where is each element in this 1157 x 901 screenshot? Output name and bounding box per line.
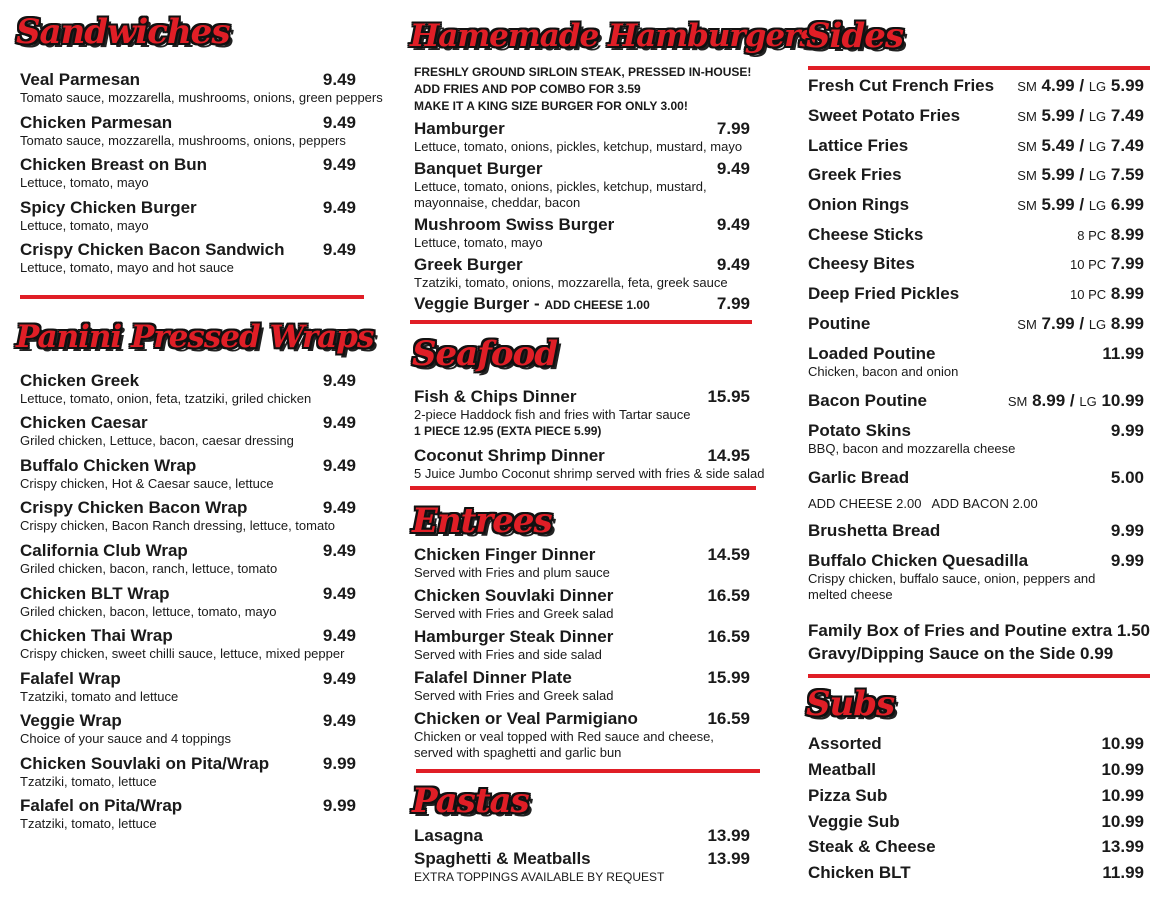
item-price: 8.99 (1110, 314, 1144, 333)
menu-item (20, 754, 364, 790)
item-name: Deep Fried Pickles (808, 284, 960, 303)
section-divider (416, 769, 760, 773)
menu-item (808, 468, 1150, 488)
menu-item (808, 786, 1150, 806)
item-price: 6.99 (1110, 195, 1144, 214)
subs-heading: Subs (806, 684, 895, 724)
item-price: 16.59 (707, 709, 750, 728)
size-label: LG (1088, 79, 1107, 94)
item-price: 11.99 (1102, 863, 1144, 882)
item-price: 9.49 (322, 413, 356, 432)
size-label: SM (1017, 109, 1037, 124)
item-name: Veggie Burger - (414, 294, 540, 313)
item-price: 14.95 (707, 446, 750, 465)
item-name: Falafel on Pita/Wrap (20, 796, 183, 815)
item-price: 10.99 (1101, 786, 1144, 805)
menu-item (20, 498, 364, 534)
item-price: 7.99 (716, 294, 750, 313)
item-description: Tzatziki, tomato, lettuce (20, 816, 157, 831)
price-separator: / (1079, 106, 1085, 125)
item-price: 13.99 (707, 826, 750, 845)
menu-item (20, 198, 364, 234)
menu-item (20, 240, 364, 276)
item-description: Chicken or veal topped with Red sauce and cheese, served with spaghetti and garlic bun (414, 729, 714, 760)
item-price: 10.99 (1101, 734, 1144, 753)
item-name: Buffalo Chicken Quesadilla (808, 551, 1029, 570)
item-name: Veggie Wrap (20, 711, 122, 730)
item-name: Fish & Chips Dinner (414, 387, 577, 406)
menu-item (808, 284, 1150, 305)
price-separator: / (1079, 165, 1085, 184)
item-price: 13.99 (707, 849, 750, 868)
item-description: 5 Juice Jumbo Coconut shrimp served with fries & side salad (414, 466, 765, 481)
item-description: Served with Fries and Greek salad (414, 688, 614, 703)
item-price: 9.49 (322, 240, 356, 259)
item-name: Falafel Wrap (20, 669, 121, 688)
add-cheese-note: ADD CHEESE 1.00 (544, 298, 650, 312)
menu-item (808, 837, 1150, 857)
sandwiches-heading: Sandwiches (16, 12, 230, 52)
menu-item (20, 796, 364, 832)
item-name: Banquet Burger (414, 159, 543, 178)
item-name: Chicken Thai Wrap (20, 626, 173, 645)
item-description: Crispy chicken, buffalo sauce, onion, peppers and melted cheese (808, 571, 1096, 602)
item-price: 16.59 (707, 627, 750, 646)
item-name: Greek Fries (808, 165, 902, 184)
item-name: Chicken BLT Wrap (20, 584, 170, 603)
item-price: 9.49 (322, 198, 356, 217)
item-price: 11.99 (1102, 344, 1144, 363)
wraps-heading: Panini Pressed Wraps (16, 319, 374, 355)
item-price: 5.99 (1041, 106, 1075, 125)
item-price: 15.99 (707, 668, 750, 687)
pastas-heading: Pastas (412, 781, 529, 821)
item-price: 9.49 (322, 669, 356, 688)
menu-item (20, 711, 364, 747)
item-name: Cheese Sticks (808, 225, 924, 244)
item-price: 9.99 (1110, 521, 1144, 540)
price-separator: / (1069, 391, 1075, 410)
entrees-heading: Entrees (412, 501, 552, 541)
item-name: Hamburger Steak Dinner (414, 627, 614, 646)
item-description: Served with Fries and side salad (414, 647, 602, 662)
section-divider (410, 320, 752, 324)
item-description: 2-piece Haddock fish and fries with Tartar sauce (414, 407, 691, 422)
item-description: Crispy chicken, Hot & Caesar sauce, lettuce (20, 476, 274, 491)
size-label: SM (1017, 198, 1037, 213)
item-description: Chicken, bacon and onion (808, 364, 959, 379)
price-separator: / (1079, 76, 1085, 95)
item-name: Sweet Potato Fries (808, 106, 961, 125)
item-price: 9.49 (322, 113, 356, 132)
item-name: Bacon Poutine (808, 391, 928, 410)
item-description: Tzatziki, tomato, lettuce (20, 774, 157, 789)
piece-count: 10 PC (1070, 287, 1107, 302)
item-name: Chicken Parmesan (20, 113, 173, 132)
item-name: Assorted (808, 734, 882, 753)
menu-item (20, 626, 364, 662)
item-description: Griled chicken, bacon, lettuce, tomato, mayo (20, 604, 277, 619)
item-name: Brushetta Bread (808, 521, 941, 540)
item-price: 9.49 (716, 255, 750, 274)
item-description: Lettuce, tomato, onions, pickles, ketchup, mustard, mayonnaise, cheddar, bacon (414, 179, 707, 210)
item-price: 7.49 (1110, 136, 1144, 155)
item-description: Choice of your sauce and 4 toppings (20, 731, 232, 746)
menu-item (20, 456, 364, 492)
item-description: Lettuce, tomato, onions, pickles, ketchup, mustard, mayo (414, 139, 743, 154)
price-separator: / (1079, 195, 1085, 214)
menu-item (414, 159, 756, 211)
item-name: Crispy Chicken Bacon Sandwich (20, 240, 285, 259)
size-label: LG (1088, 198, 1107, 213)
item-description: Crispy chicken, Bacon Ranch dressing, lettuce, tomato (20, 518, 336, 533)
burgers-subtitle: FRESHLY GROUND SIRLOIN STEAK, PRESSED IN-HOUSE! (414, 65, 752, 79)
item-price: 14.59 (707, 545, 750, 564)
item-price: 9.99 (1110, 421, 1144, 440)
item-price: 9.99 (322, 796, 356, 815)
item-name: Steak & Cheese (808, 837, 936, 856)
seafood-heading: Seafood (412, 334, 557, 374)
size-label: LG (1079, 394, 1097, 409)
piece-count: 10 PC (1070, 257, 1107, 272)
item-price: 10.99 (1101, 391, 1144, 410)
item-description: Crispy chicken, sweet chilli sauce, lettuce, mixed pepper (20, 646, 345, 661)
item-name: California Club Wrap (20, 541, 188, 560)
menu-item (808, 760, 1150, 780)
menu-item (808, 421, 1150, 457)
item-name: Garlic Bread (808, 468, 910, 487)
item-price: 8.99 (1032, 391, 1066, 410)
item-price: 9.49 (322, 371, 356, 390)
item-price: 8.99 (1110, 284, 1144, 303)
item-name: Chicken Breast on Bun (20, 155, 208, 174)
piece-count: 8 PC (1077, 228, 1107, 243)
item-name: Lasagna (414, 826, 483, 845)
extra-toppings-note: EXTRA TOPPINGS AVAILABLE BY REQUEST (414, 870, 665, 884)
item-name: Spaghetti & Meatballs (414, 849, 591, 868)
item-price: 7.99 (1110, 254, 1144, 273)
menu-item (414, 586, 756, 622)
king-size-note: MAKE IT A KING SIZE BURGER FOR ONLY 3.00! (414, 99, 688, 113)
item-name: Veggie Sub (808, 812, 900, 831)
garlic-bread-extras: ADD CHEESE 2.00 ADD BACON 2.00 (808, 496, 1038, 511)
item-price: 10.99 (1101, 760, 1144, 779)
item-name: Potato Skins (808, 421, 911, 440)
item-description: Tzatziki, tomato and lettuce (20, 689, 179, 704)
item-description: Lettuce, tomato, onion, feta, tzatziki, griled chicken (20, 391, 312, 406)
menu-item (414, 215, 756, 251)
menu-item (808, 551, 1150, 603)
menu-item (808, 314, 1150, 335)
combo-note: ADD FRIES AND POP COMBO FOR 3.59 (414, 82, 641, 96)
item-name: Coconut Shrimp Dinner (414, 446, 605, 465)
item-description: Griled chicken, bacon, ranch, lettuce, tomato (20, 561, 278, 576)
menu-item (808, 734, 1150, 754)
item-price: 5.49 (1041, 136, 1075, 155)
item-price: 15.95 (707, 387, 750, 406)
price-separator: / (1079, 136, 1085, 155)
item-description: Lettuce, tomato, mayo (20, 218, 149, 233)
item-price: 7.99 (716, 119, 750, 138)
item-price: 9.49 (322, 626, 356, 645)
item-name: Falafel Dinner Plate (414, 668, 572, 687)
item-name: Chicken or Veal Parmigiano (414, 709, 638, 728)
item-price: 9.49 (322, 541, 356, 560)
item-name: Mushroom Swiss Burger (414, 215, 615, 234)
item-price: 9.49 (322, 584, 356, 603)
item-name: Meatball (808, 760, 877, 779)
menu-item (808, 863, 1150, 883)
size-label: SM (1017, 79, 1037, 94)
menu-item (20, 371, 364, 407)
item-price: 9.49 (716, 215, 750, 234)
item-description: Griled chicken, Lettuce, bacon, caesar dressing (20, 433, 294, 448)
item-price: 5.99 (1041, 165, 1075, 184)
menu-item (414, 387, 756, 439)
menu-item (20, 584, 364, 620)
item-name: Fresh Cut French Fries (808, 76, 995, 95)
item-description: Tomato sauce, mozzarella, mushrooms, onions, green peppers (20, 90, 383, 105)
item-price: 7.49 (1110, 106, 1144, 125)
family-box-note: Family Box of Fries and Poutine extra 1.50 (808, 621, 1150, 640)
menu-item (808, 391, 1150, 412)
menu-item (808, 76, 1150, 97)
menu-item (20, 413, 364, 449)
price-separator: / (1079, 314, 1085, 333)
item-note: 1 PIECE 12.95 (EXTA PIECE 5.99) (414, 424, 602, 438)
menu-item (414, 545, 756, 581)
section-divider (808, 674, 1150, 678)
item-price: 9.49 (322, 155, 356, 174)
menu-item (808, 812, 1150, 832)
menu-item (20, 70, 383, 106)
gravy-note: Gravy/Dipping Sauce on the Side 0.99 (808, 644, 1114, 663)
size-label: SM (1017, 168, 1037, 183)
item-description: Tzatziki, tomato, onions, mozzarella, feta, greek sauce (414, 275, 728, 290)
section-divider (808, 66, 1150, 70)
item-name: Chicken Souvlaki on Pita/Wrap (20, 754, 270, 773)
item-name: Chicken BLT (808, 863, 911, 882)
size-label: SM (1017, 139, 1037, 154)
item-name: Chicken Finger Dinner (414, 545, 596, 564)
size-label: SM (1017, 317, 1037, 332)
item-name: Chicken Greek (20, 371, 140, 390)
section-divider (410, 486, 756, 490)
item-price: 5.00 (1110, 468, 1144, 487)
item-price: 10.99 (1101, 812, 1144, 831)
item-price: 9.99 (1110, 551, 1144, 570)
size-label: LG (1088, 168, 1107, 183)
menu-item (808, 136, 1150, 157)
menu-item (414, 294, 756, 315)
item-description: BBQ, bacon and mozzarella cheese (808, 441, 1016, 456)
item-name: Veal Parmesan (20, 70, 141, 89)
item-price: 16.59 (707, 586, 750, 605)
item-name: Loaded Poutine (808, 344, 936, 363)
burgers-heading: Hamemade Hamburgers (410, 18, 816, 54)
menu-item (414, 668, 756, 704)
item-name: Cheesy Bites (808, 254, 915, 273)
item-description: Served with Fries and Greek salad (414, 606, 614, 621)
item-name: Chicken Souvlaki Dinner (414, 586, 614, 605)
menu-item (808, 521, 1150, 541)
item-price: 13.99 (1101, 837, 1144, 856)
item-price: 7.99 (1041, 314, 1075, 333)
item-description: Served with Fries and plum sauce (414, 565, 610, 580)
menu-item (808, 195, 1150, 216)
item-price: 4.99 (1041, 76, 1075, 95)
menu-item (414, 709, 756, 761)
item-price: 5.99 (1110, 76, 1144, 95)
size-label: LG (1088, 317, 1107, 332)
item-name: Buffalo Chicken Wrap (20, 456, 197, 475)
item-name: Lattice Fries (808, 136, 909, 155)
menu-item (414, 826, 756, 846)
menu-item (20, 113, 364, 149)
item-description: Lettuce, tomato, mayo (20, 175, 149, 190)
menu-item (20, 541, 364, 577)
menu-item (414, 849, 756, 869)
menu-item (20, 669, 364, 705)
menu-item (808, 254, 1150, 275)
menu-item (414, 627, 756, 663)
item-price: 9.49 (322, 70, 356, 89)
item-name: Hamburger (414, 119, 505, 138)
size-label: SM (1007, 394, 1028, 409)
item-name: Pizza Sub (808, 786, 888, 805)
item-name: Onion Rings (808, 195, 910, 214)
item-price: 8.99 (1110, 225, 1144, 244)
item-description: Lettuce, tomato, mayo and hot sauce (20, 260, 234, 275)
item-price: 9.99 (322, 754, 356, 773)
menu-item (808, 344, 1150, 380)
menu-item (808, 165, 1150, 186)
item-price: 5.99 (1041, 195, 1075, 214)
menu-item (414, 119, 756, 155)
item-price: 7.59 (1110, 165, 1144, 184)
item-name: Chicken Caesar (20, 413, 148, 432)
item-price: 9.49 (716, 159, 750, 178)
item-name: Spicy Chicken Burger (20, 198, 197, 217)
item-description: Tomato sauce, mozzarella, mushrooms, onions, peppers (20, 133, 346, 148)
size-label: LG (1088, 139, 1107, 154)
item-name: Greek Burger (414, 255, 523, 274)
item-price: 9.49 (322, 711, 356, 730)
size-label: LG (1088, 109, 1107, 124)
item-price: 9.49 (322, 456, 356, 475)
menu-item (20, 155, 364, 191)
item-name: Crispy Chicken Bacon Wrap (20, 498, 248, 517)
menu-item (414, 446, 765, 482)
menu-item (808, 106, 1150, 127)
sides-heading: Sides (806, 16, 904, 56)
menu-item (808, 225, 1150, 246)
item-price: 9.49 (322, 498, 356, 517)
item-name: Poutine (808, 314, 871, 333)
menu-item (414, 255, 756, 291)
section-divider (20, 295, 364, 299)
item-description: Lettuce, tomato, mayo (414, 235, 543, 250)
